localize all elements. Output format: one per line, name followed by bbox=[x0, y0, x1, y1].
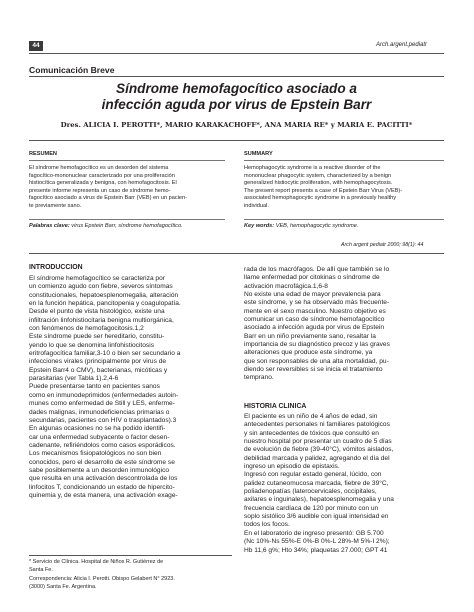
introduccion-body: El síndrome hemofagocítico se caracteriza por un comienzo agudo con fiebre, severos síntomas constitucionales, hepatoesplenomegalia, alteración en la función hepática, pancitopenia y coagulopatía. Desde el punto de vista histológico, existe una infiltración linfohistiocitaria benigna multiorgánica, con fenómenos de hemofagocitosis.1,2 Este síndrome puede ser hereditario, constitu- yendo lo que se denomina linfohistiocitosis eritrofagocítica familiar,3-10 o bien ser secundario a infecciones virales (principalmente por virus de Epstein Barr4 o CMV), bacterianas, micóticas y parasitarias (ver Tabla 1).2,4-6 Puede presentarse tanto en pacientes sanos como en inmunodeprimidos (enfermedades autoin- munes como enfermedad de Still y LES, enferme- dades malignas, inmunodeficiencias primarias o secundarias, pacientes con HIV o trasplantados).3 En algunas ocasiones no se ha podido identifi- car una enfermedad subyacente o factor desen- cadenante, refiriéndolos como casos esporádicos. Los mecanismos fisiopatológicos no son bien conocidos, pero el desarrollo de este síndrome se sabe posiblemente a un desorden inmunológico que resulta en una activación descontrolada de los linfocitos T, condicionando un estado de hipercito- quinemia y, de esta manera, una activación exage- bbox=[29, 275, 181, 499]
historia-body: El paciente es un niño de 4 años de edad, sin antecedentes personales ni familiares patológicos y sin antecedentes de tóxicos que consultó en nuestro hospital por presentar un cuadro de 5 días de evolución de fiebre (39-40°C), vómitos aislados, debilidad marcada y palidez, agregando el día del ingreso un episodio de epistaxis. Ingresó con regular estado general, lúcido, con palidez cutaneomucosa marcada, fiebre de 39°C, poliadenopatías (laterocervicales, occipitales, axilares e inguinales), hepatoesplenomegalia y una frecuencia cardíaca de 120 por minuto con un soplo sistólico 3/6 audible con igual intensidad en todos los focos. En el laboratorio de ingreso presentó: GB 5.700 (Nc 10%-Ns 55%-E 0%-B 0%-L 28%-M 5%-I 2%); Hb 11,6 g%; Hto 34%; plaquetas 27.000; GPT 41 bbox=[244, 413, 394, 554]
journal-header: Arch.argent.pediatr bbox=[376, 42, 428, 48]
keywords-label: Key words: bbox=[244, 223, 275, 229]
resumen-heading: RESUMEN bbox=[29, 151, 57, 157]
summary-heading: SUMMARY bbox=[244, 151, 273, 157]
keywords-label: Palabras clave: bbox=[29, 223, 70, 229]
footnote-affiliation: * Servicio de Clínica. Hospital de Niños R. Gutiérrez de Santa Fe. bbox=[29, 559, 164, 573]
section-rule bbox=[29, 76, 444, 77]
summary-keywords bbox=[244, 223, 444, 229]
summary-block bbox=[244, 145, 444, 229]
summary-body: Hemophagocytic syndrome is a reactive disorder of the mononuclear phagocytic system, characterized by a benign generalized histiocytic proliferation, with hemophagocytosis. The present report presents a case of Epstein Barr Virus (VEB)- associated hemophagocytic syndrome in a previously healthy individual. bbox=[244, 165, 403, 209]
keywords-value: virus Epstein Barr, síndrome hemofagocítico. bbox=[69, 223, 183, 229]
citation: Arch argent pediatr 2000; 98(1): 44 bbox=[341, 242, 424, 248]
citation-rule bbox=[29, 253, 444, 254]
keywords-value: VEB, hemophagocytic syndrome. bbox=[274, 223, 359, 229]
footnote-correspondence: Correspondencia: Alicia I. Perotti. Obispo Gelabert N° 2923. (3000) Santa Fe. Argentina. bbox=[29, 576, 175, 590]
abstract-box bbox=[29, 145, 444, 238]
introduccion-heading: INTRODUCCION bbox=[29, 264, 83, 271]
article-title bbox=[29, 81, 444, 112]
authors: Dres. ALICIA I. PEROTTI*, MARIO KARAKACHOFF*, ANA MARIA RE* y MARIA E. PACITTI* bbox=[60, 121, 413, 129]
resumen-keywords bbox=[29, 223, 225, 229]
title-line-1: Síndrome hemofagocítico asociado a bbox=[116, 81, 357, 96]
header-rule bbox=[29, 53, 444, 54]
footnote-rule bbox=[29, 555, 232, 556]
continuation-text: rada de los macrófagos. De allí que también se lo llame enfermedad por citokinas o síndrome de activación macrofágica.1,6-8 No existe una edad de mayor prevalencia para este síndrome, y se ha observado más frecuente- mente en el sexo masculino. Nuestro objetivo es comunicar un caso de síndrome hemofagocítico asociado a infección aguda por virus de Epstein Barr en un niño previamente sano, resaltar la importancia de su diagnóstico precoz y las graves alteraciones que produce este síndrome, ya que son responsables de una alta mortalidad, pu- diendo ser reversibles si se inicia el tratamiento temprano. bbox=[244, 266, 390, 382]
resumen-body: El síndrome hemofagocítico es un desorden del sistema fagocítico-mononuclear caracterizado por una proliferación histiocítica generalizada y benigna, con hemofagocitosis. El presente informe representa un caso de síndrome hemo- fagocítico asociado a virus de Epstein Barr (VEB) en un pacien- te previamente sano. bbox=[29, 165, 187, 209]
authors-rule bbox=[29, 140, 444, 141]
section-label: Comunicación Breve bbox=[29, 65, 115, 75]
page-number: 44 bbox=[29, 41, 43, 51]
title-line-2: infección aguda por virus de Epstein Barr bbox=[101, 96, 372, 112]
resumen-block bbox=[29, 145, 225, 229]
historia-heading: HISTORIA CLINICA bbox=[244, 403, 307, 410]
